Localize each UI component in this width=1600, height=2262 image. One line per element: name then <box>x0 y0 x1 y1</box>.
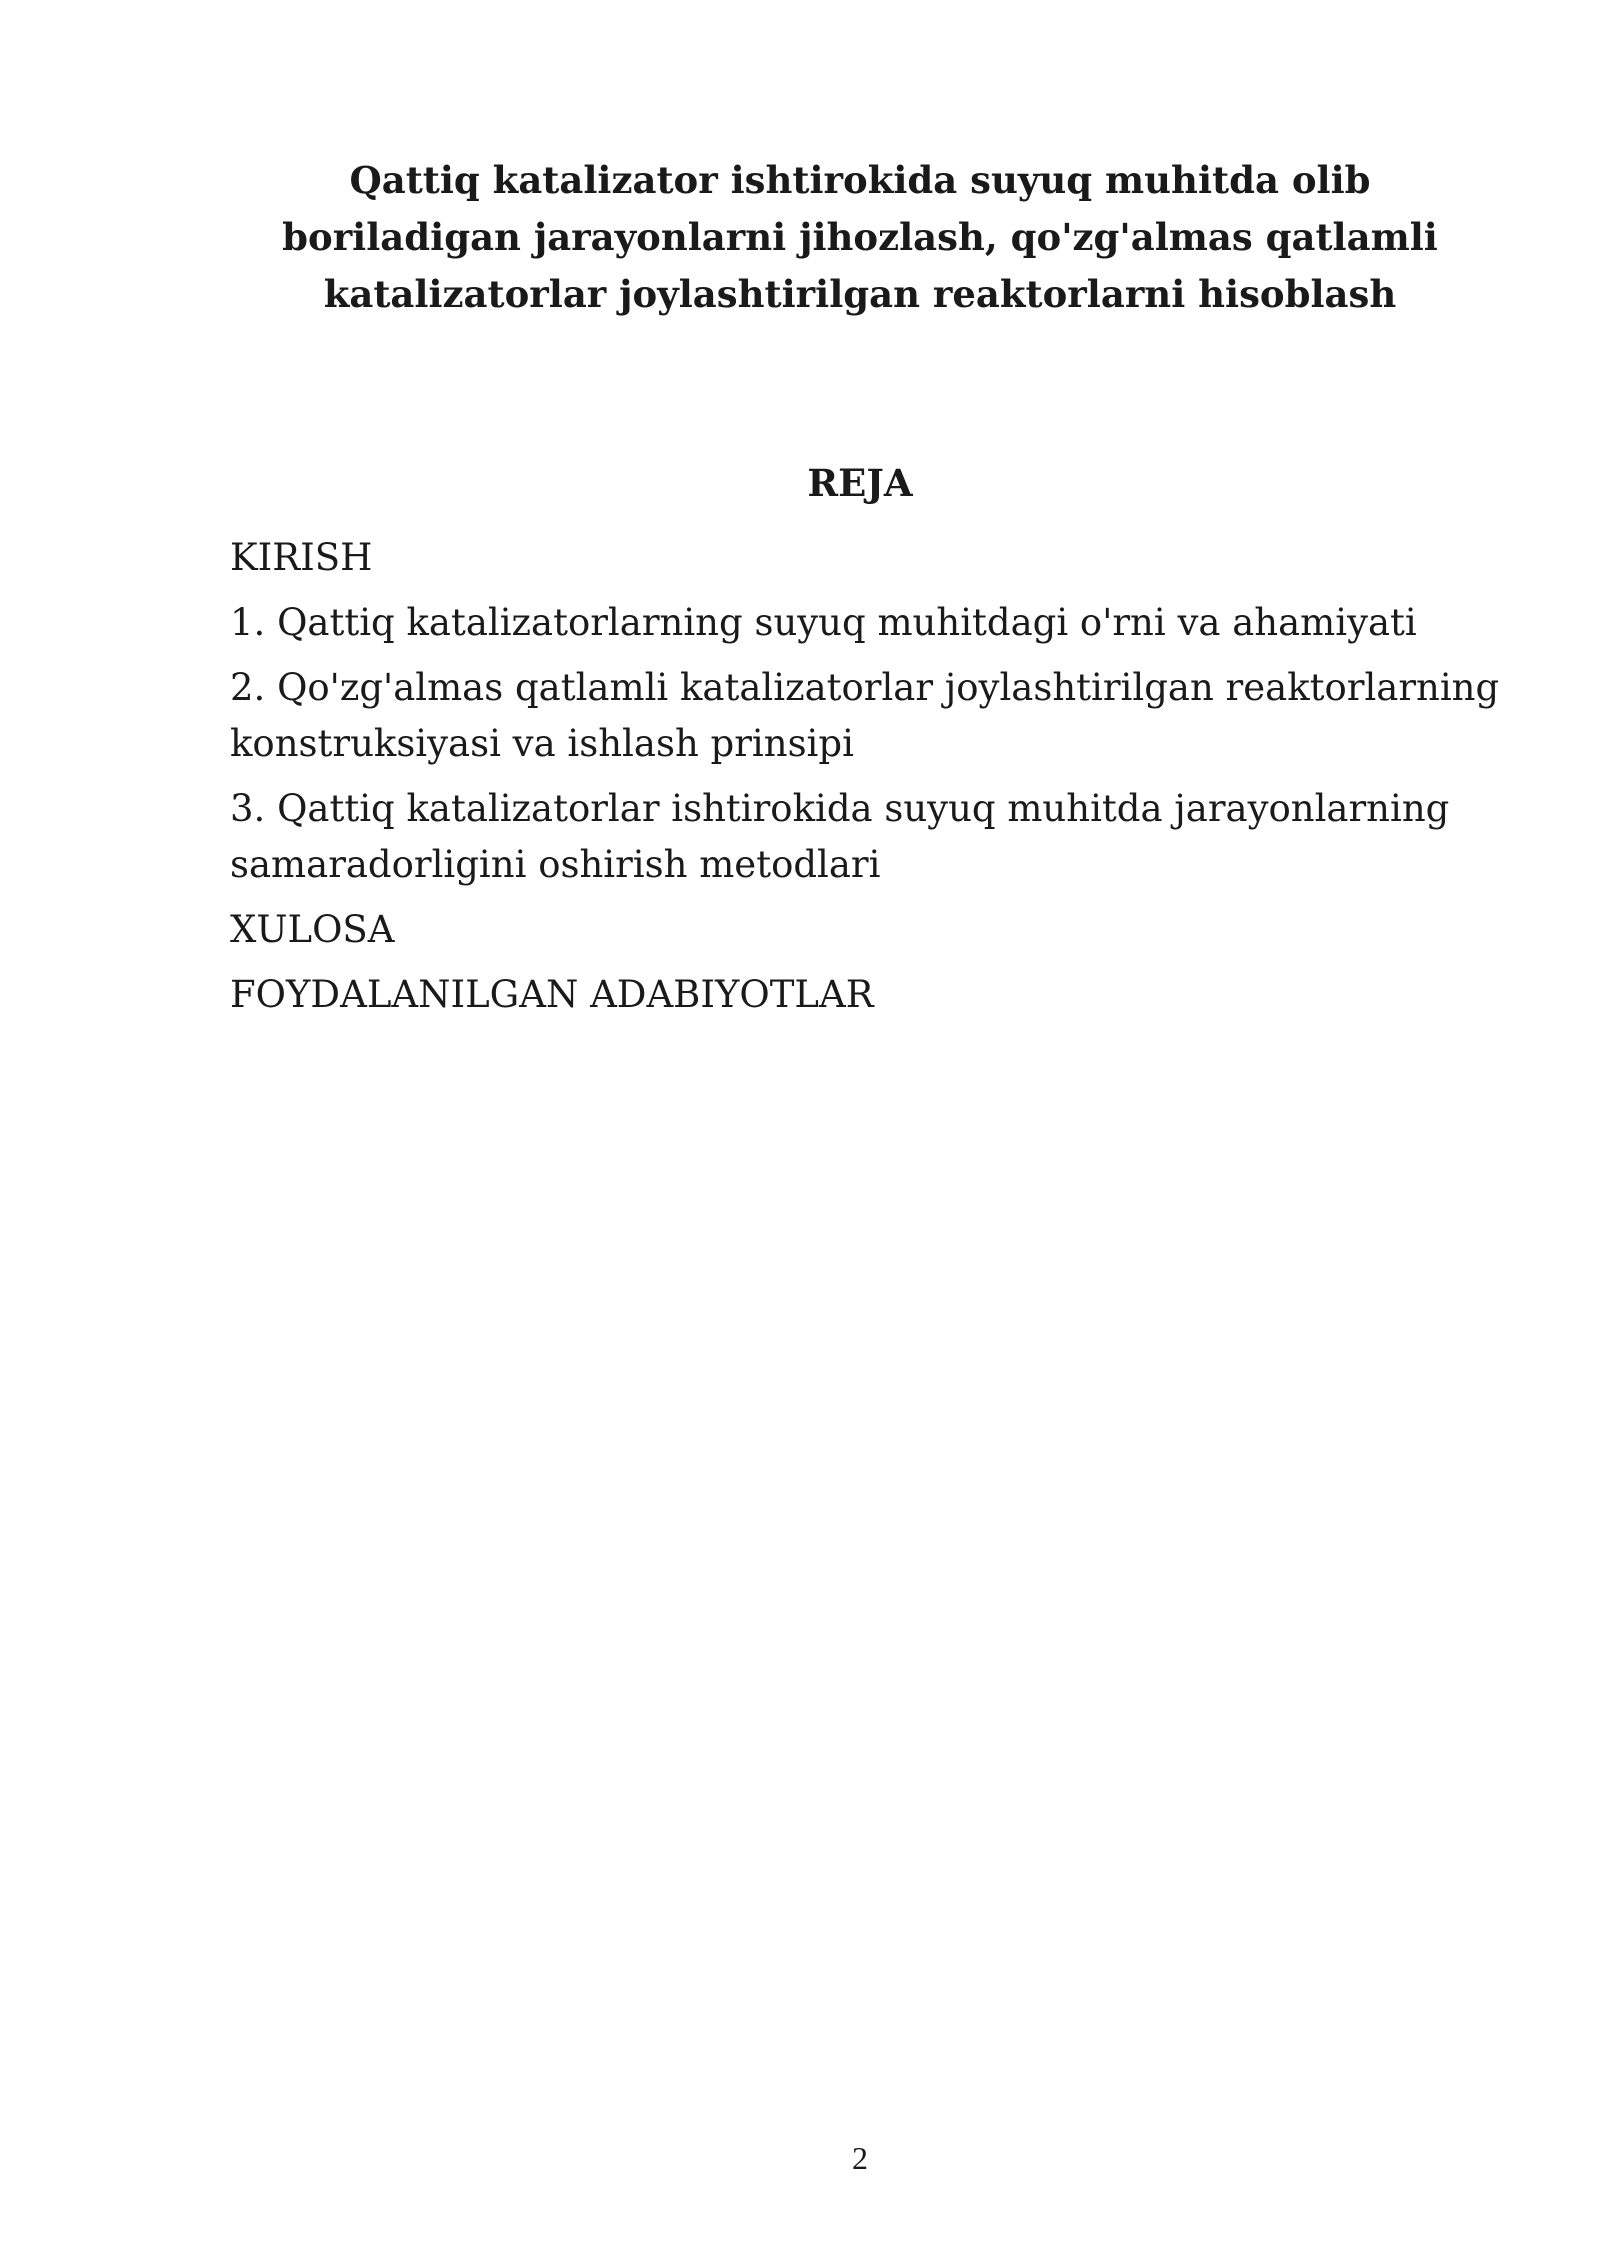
plan-list <box>230 530 1500 1032</box>
plan-item-conclusion: XULOSA <box>230 908 395 951</box>
document-title: Qattiq katalizator ishtirokida suyuq muhitda olib boriladigan jarayonlarni jihozlash, qo'zg'almas qatlamli katalizatorlar joylashtirilgan reaktorlarni hisoblash <box>282 158 1438 316</box>
plan-heading: REJA <box>807 461 913 505</box>
plan-item-references: FOYDALANILGAN ADABIYOTLAR <box>230 973 874 1016</box>
plan-item-2: 2. Qo'zg'almas qatlamli katalizatorlar joylashtirilgan reaktorlarning konstruksiyasi va ishlash prinsipi <box>230 666 1500 765</box>
plan-item-3: 3. Qattiq katalizatorlar ishtirokida suyuq muhitda jarayonlarning samaradorligini oshirish metodlari <box>230 787 1450 886</box>
plan-item-1: 1. Qattiq katalizatorlarning suyuq muhitdagi o'rni va ahamiyati <box>230 601 1417 644</box>
plan-item-intro: KIRISH <box>230 536 373 579</box>
page-number: 2 <box>852 2140 868 2176</box>
